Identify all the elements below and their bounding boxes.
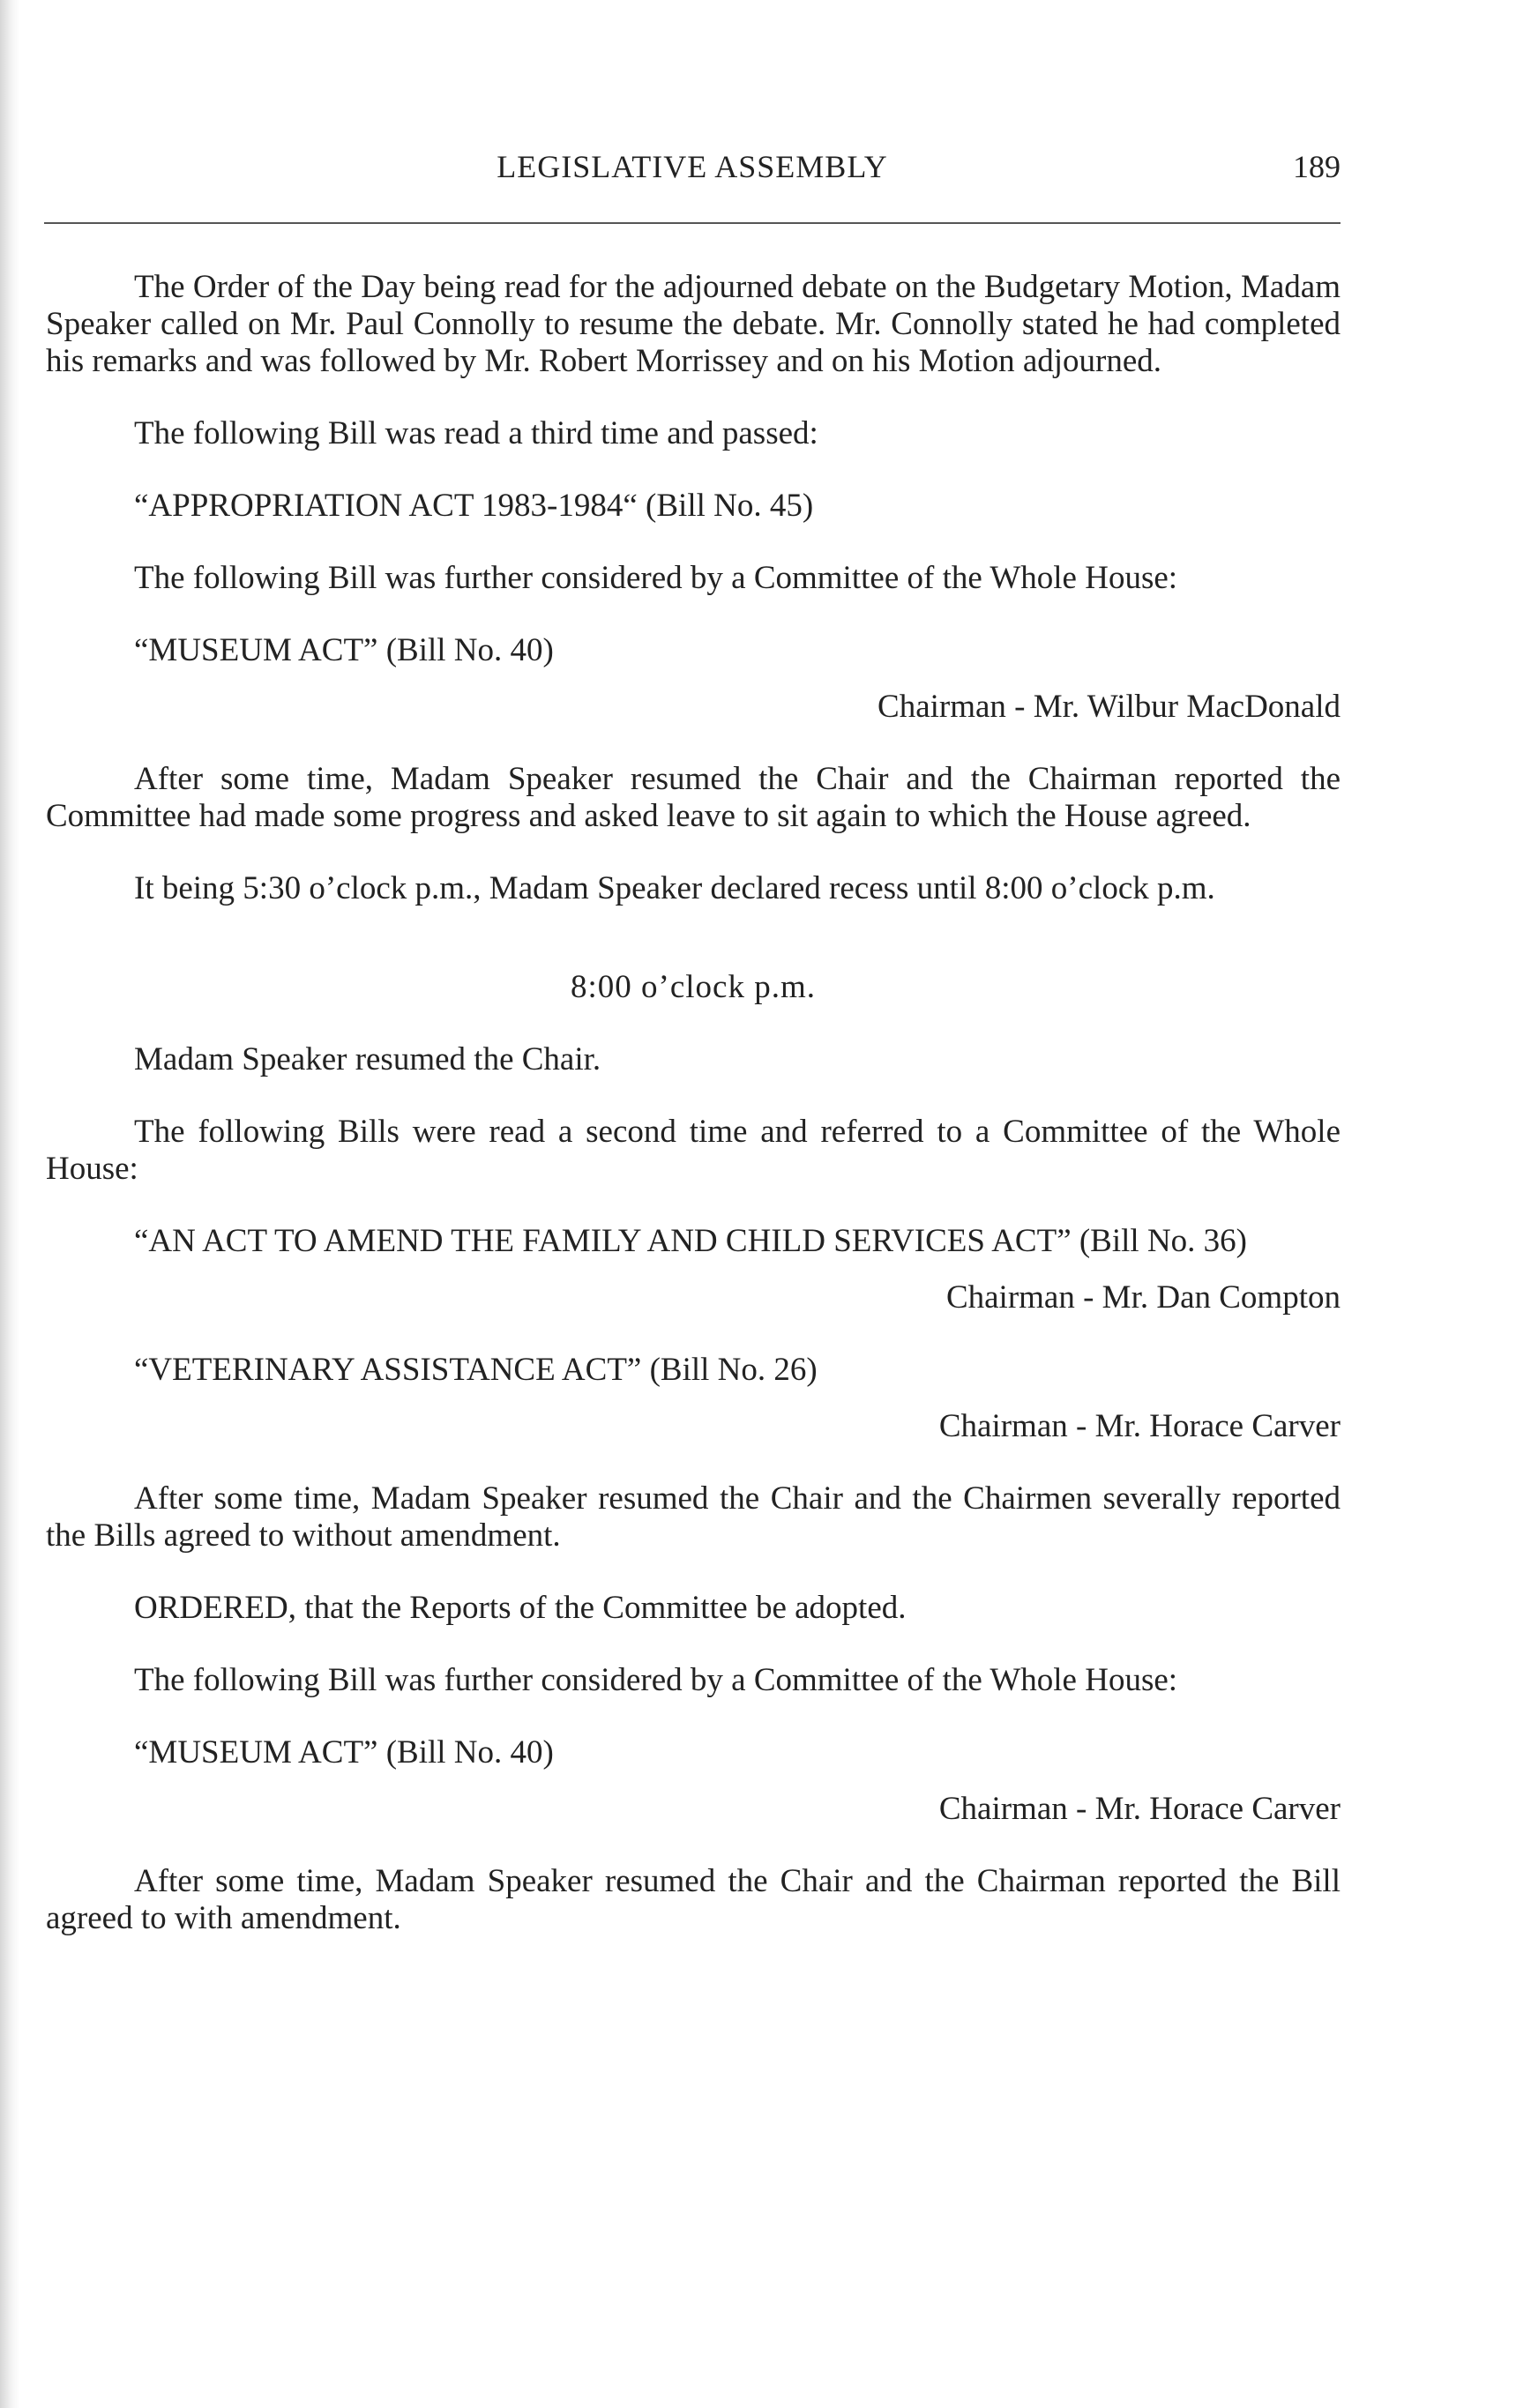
paragraph-recess: It being 5:30 o’clock p.m., Madam Speaker declared recess until 8:00 o’clock p.m. <box>134 870 1215 906</box>
bill-appropriation-act: “APPROPRIATION ACT 1983-1984“ (Bill No. 45) <box>134 488 814 524</box>
page-body <box>46 269 1341 1972</box>
paragraph-ordered: ORDERED, that the Reports of the Committee be adopted. <box>134 1590 907 1626</box>
paragraph-speaker-resumed: Madam Speaker resumed the Chair. <box>134 1041 601 1077</box>
paragraph-further-consideration: The following Bill was further considered by a Committee of the Whole House: <box>134 1662 1178 1698</box>
paragraph-budget-debate: The Order of the Day being read for the adjourned debate on the Budgetary Motion, Madam Speaker called on Mr. Paul Connolly to resume the debate. Mr. Connolly stated he had completed his remarks and was followed by Mr. Robert Morrissey and on his Motion adjourned. <box>46 269 1341 379</box>
page-edge-shadow <box>0 0 19 2408</box>
paragraph-bill-agreed-amendment: After some time, Madam Speaker resumed the Chair and the Chairman reported the Bill agreed to with amendment. <box>46 1863 1341 1936</box>
bill-veterinary-assistance: “VETERINARY ASSISTANCE ACT” (Bill No. 26) <box>134 1352 818 1388</box>
paragraph-second-reading: The following Bills were read a second time and referred to a Committee of the Whole House: <box>46 1114 1341 1187</box>
paragraph-third-reading: The following Bill was read a third time and passed: <box>134 415 818 451</box>
bill-museum-act: “MUSEUM ACT” (Bill No. 40) <box>134 1734 554 1771</box>
paragraph-bills-agreed: After some time, Madam Speaker resumed the Chair and the Chairmen severally reported the Bills agreed to without amendment. <box>46 1480 1341 1554</box>
page-number: 189 <box>1293 149 1341 184</box>
chairman-line: Chairman - Mr. Horace Carver <box>938 1408 1341 1444</box>
bill-family-child-services: “AN ACT TO AMEND THE FAMILY AND CHILD SERVICES ACT” (Bill No. 36) <box>134 1223 1247 1259</box>
chairman-line: Chairman - Mr. Dan Compton <box>945 1279 1341 1316</box>
running-title: LEGISLATIVE ASSEMBLY <box>497 149 888 184</box>
page-header <box>44 148 1341 192</box>
chairman-line: Chairman - Mr. Horace Carver <box>938 1791 1341 1827</box>
header-rule <box>44 222 1341 224</box>
bill-museum-act: “MUSEUM ACT” (Bill No. 40) <box>134 632 554 668</box>
time-heading: 8:00 o’clock p.m. <box>570 969 816 1005</box>
paragraph-committee-progress: After some time, Madam Speaker resumed the Chair and the Chairman reported the Committee had made some progress and asked leave to sit again to which the House agreed. <box>46 761 1341 834</box>
paragraph-committee-consideration: The following Bill was further considered by a Committee of the Whole House: <box>134 560 1178 596</box>
chairman-line: Chairman - Mr. Wilbur MacDonald <box>877 689 1341 725</box>
